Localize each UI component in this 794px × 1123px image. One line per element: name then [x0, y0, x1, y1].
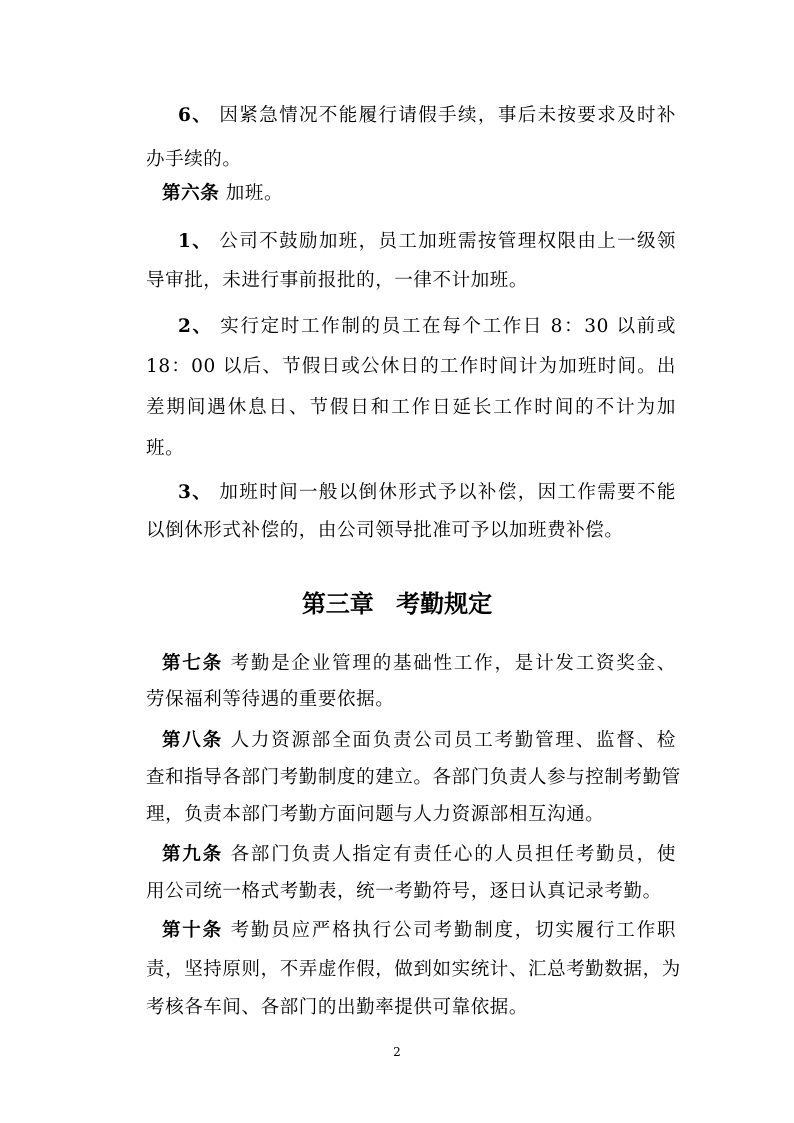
- paragraph-line: 班。: [146, 438, 185, 459]
- article-text: 考勤员应严格执行公司考勤制度，切实履行工作职: [230, 920, 676, 941]
- paragraph-line: 以倒休形式补偿的，由公司领导批准可予以加班费补偿。: [146, 520, 624, 541]
- paragraph-line: 导审批，未进行事前报批的，一律不计加班。: [146, 270, 529, 291]
- article-line: [162, 919, 676, 943]
- article-line: [162, 843, 676, 867]
- paragraph-line: 查和指导各部门考勤制度的建立。各部门负责人参与控制考勤管: [146, 767, 681, 788]
- item-number: 2、: [178, 316, 213, 337]
- article-label: 第九条: [162, 844, 223, 865]
- article-line: [162, 652, 676, 676]
- paragraph-line: [178, 315, 676, 339]
- item-number: 1、: [178, 231, 213, 252]
- page-number: 2: [393, 1045, 401, 1059]
- chapter-heading: [0, 584, 794, 619]
- article-line: [162, 182, 692, 206]
- article-text: 加班。: [225, 183, 284, 204]
- paragraph-line: [178, 481, 676, 505]
- item-text: 实行定时工作制的员工在每个工作日 8：30 以前或: [220, 316, 677, 337]
- paragraph-line: 理，负责本部门考勤方面问题与人力资源部相互沟通。: [146, 804, 605, 825]
- article-label: 第六条: [162, 183, 220, 204]
- article-label: 第七条: [162, 653, 223, 674]
- item-text: 因紧急情况不能履行请假手续，事后未按要求及时补: [219, 105, 676, 126]
- paragraph-line: 考核各车间、各部门的出勤率提供可靠依据。: [146, 997, 529, 1018]
- chapter-number: 第三章: [301, 590, 374, 618]
- chapter-title: 考勤规定: [396, 590, 493, 618]
- paragraph-line: 18：00 以后、节假日或公休日的工作时间计为加班时间。出: [146, 356, 676, 377]
- article-label: 第十条: [162, 920, 223, 941]
- paragraph-line: [178, 230, 676, 254]
- paragraph-line: 差期间遇休息日、节假日和工作日延长工作时间的不计为加: [146, 397, 676, 418]
- paragraph-line: 办手续的。: [146, 149, 242, 170]
- paragraph-line: 用公司统一格式考勤表，统一考勤符号，逐日认真记录考勤。: [146, 881, 662, 902]
- article-label: 第八条: [162, 730, 223, 751]
- paragraph-line: 责，坚持原则，不弄虚作假，做到如实统计、汇总考勤数据，为: [146, 959, 681, 980]
- item-text: 加班时间一般以倒休形式予以补偿，因工作需要不能: [219, 482, 676, 503]
- article-text: 人力资源部全面负责公司员工考勤管理、监督、检: [230, 730, 676, 751]
- paragraph-line: 劳保福利等待遇的重要依据。: [146, 689, 395, 710]
- article-text: 各部门负责人指定有责任心的人员担任考勤员，使: [230, 844, 676, 865]
- article-text: 考勤是企业管理的基础性工作，是计发工资奖金、: [230, 653, 676, 674]
- article-line: [162, 729, 676, 753]
- item-number: 3、: [178, 482, 213, 503]
- item-number: 6、: [178, 105, 213, 126]
- item-text: 公司不鼓励加班，员工加班需按管理权限由上一级领: [219, 231, 676, 252]
- paragraph-line: [178, 104, 676, 128]
